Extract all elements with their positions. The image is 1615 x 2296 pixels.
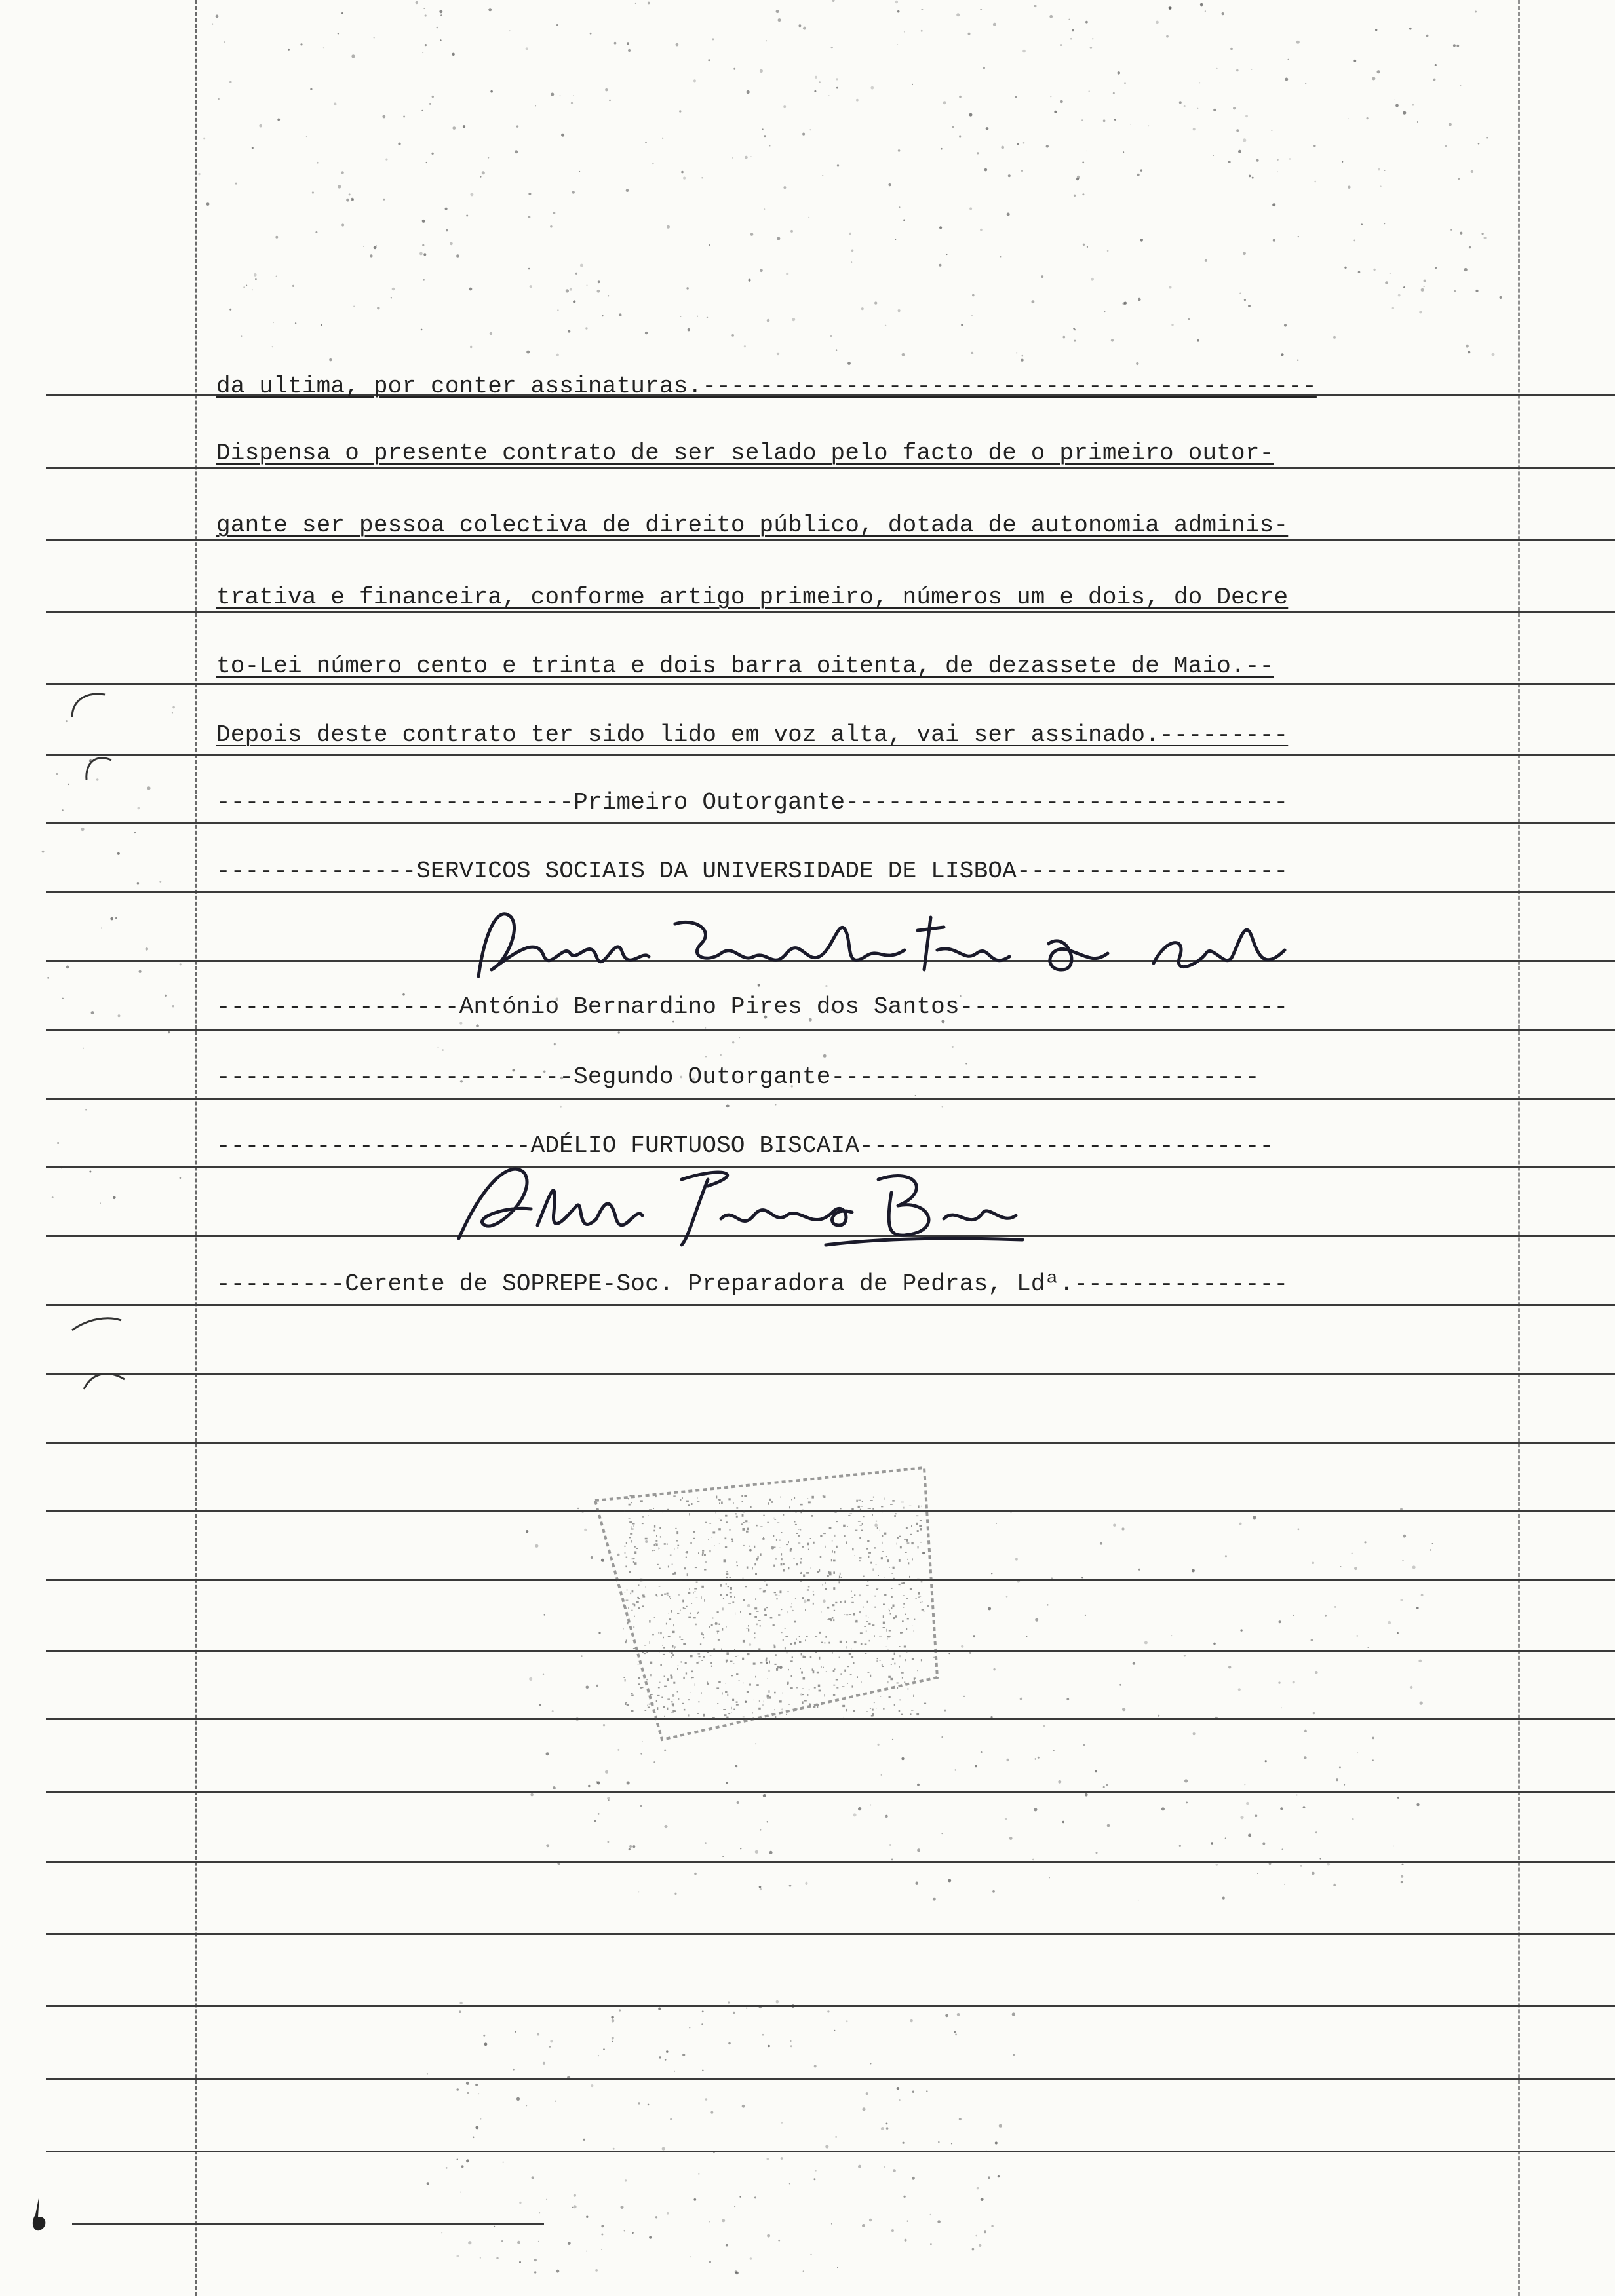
ruled-line — [72, 2223, 544, 2225]
left-margin-line — [195, 0, 197, 2296]
second-signature — [446, 1153, 1036, 1258]
ruled-line — [46, 1304, 1615, 1306]
ruled-line — [46, 754, 1615, 756]
body-line-4: trativa e financeira, conforme artigo primeiro, números um e dois, do Decre — [216, 584, 1289, 611]
ruled-line — [46, 2151, 1615, 2152]
body-line-3: gante ser pessoa colectiva de direito público, dotada de autonomia adminis- — [216, 512, 1289, 539]
body-line-2: Dispensa o presente contrato de ser selado pelo facto de o primeiro outor- — [216, 440, 1274, 467]
first-party-entity: --------------SERVICOS SOCIAIS DA UNIVERSIDADE DE LISBOA------------------- — [216, 858, 1289, 885]
second-party-role: ---------Cerente de SOPREPE-Soc. Preparadora de Pedras, Ldª.--------------- — [216, 1271, 1289, 1297]
second-party-name: ----------------------ADÉLIO FURTUOSO BISCAIA----------------------------- — [216, 1132, 1274, 1159]
first-signature — [459, 891, 1311, 1003]
ruled-line — [46, 2078, 1615, 2080]
ruled-line — [46, 1029, 1615, 1031]
body-line-5: to-Lei número cento e trinta e dois barra oitenta, de dezassete de Maio.-- — [216, 653, 1274, 679]
ruled-line — [46, 2005, 1615, 2007]
ruled-line — [46, 1861, 1615, 1863]
ruled-line — [46, 1373, 1615, 1375]
official-stamp — [583, 1442, 990, 1848]
ruled-line — [46, 683, 1615, 685]
body-line-6: Depois deste contrato ter sido lido em voz alta, vai ser assinado.--------- — [216, 721, 1289, 748]
first-party-name: -----------------António Bernardino Pires dos Santos----------------------- — [216, 993, 1289, 1020]
first-party-heading: -------------------------Primeiro Outorgante------------------------------- — [216, 789, 1289, 816]
ruled-line — [46, 1933, 1615, 1935]
ruled-line — [46, 822, 1615, 824]
corner-ink-blot — [22, 2189, 55, 2241]
margin-marks — [59, 681, 118, 799]
margin-marks-lower — [59, 1304, 131, 1409]
ruled-line — [46, 1098, 1615, 1100]
body-line-1: da ultima, por conter assinaturas.------------------------------------------- — [216, 373, 1317, 400]
right-margin-line — [1518, 0, 1520, 2296]
second-party-heading: -------------------------Segundo Outorgante------------------------------ — [216, 1063, 1260, 1090]
